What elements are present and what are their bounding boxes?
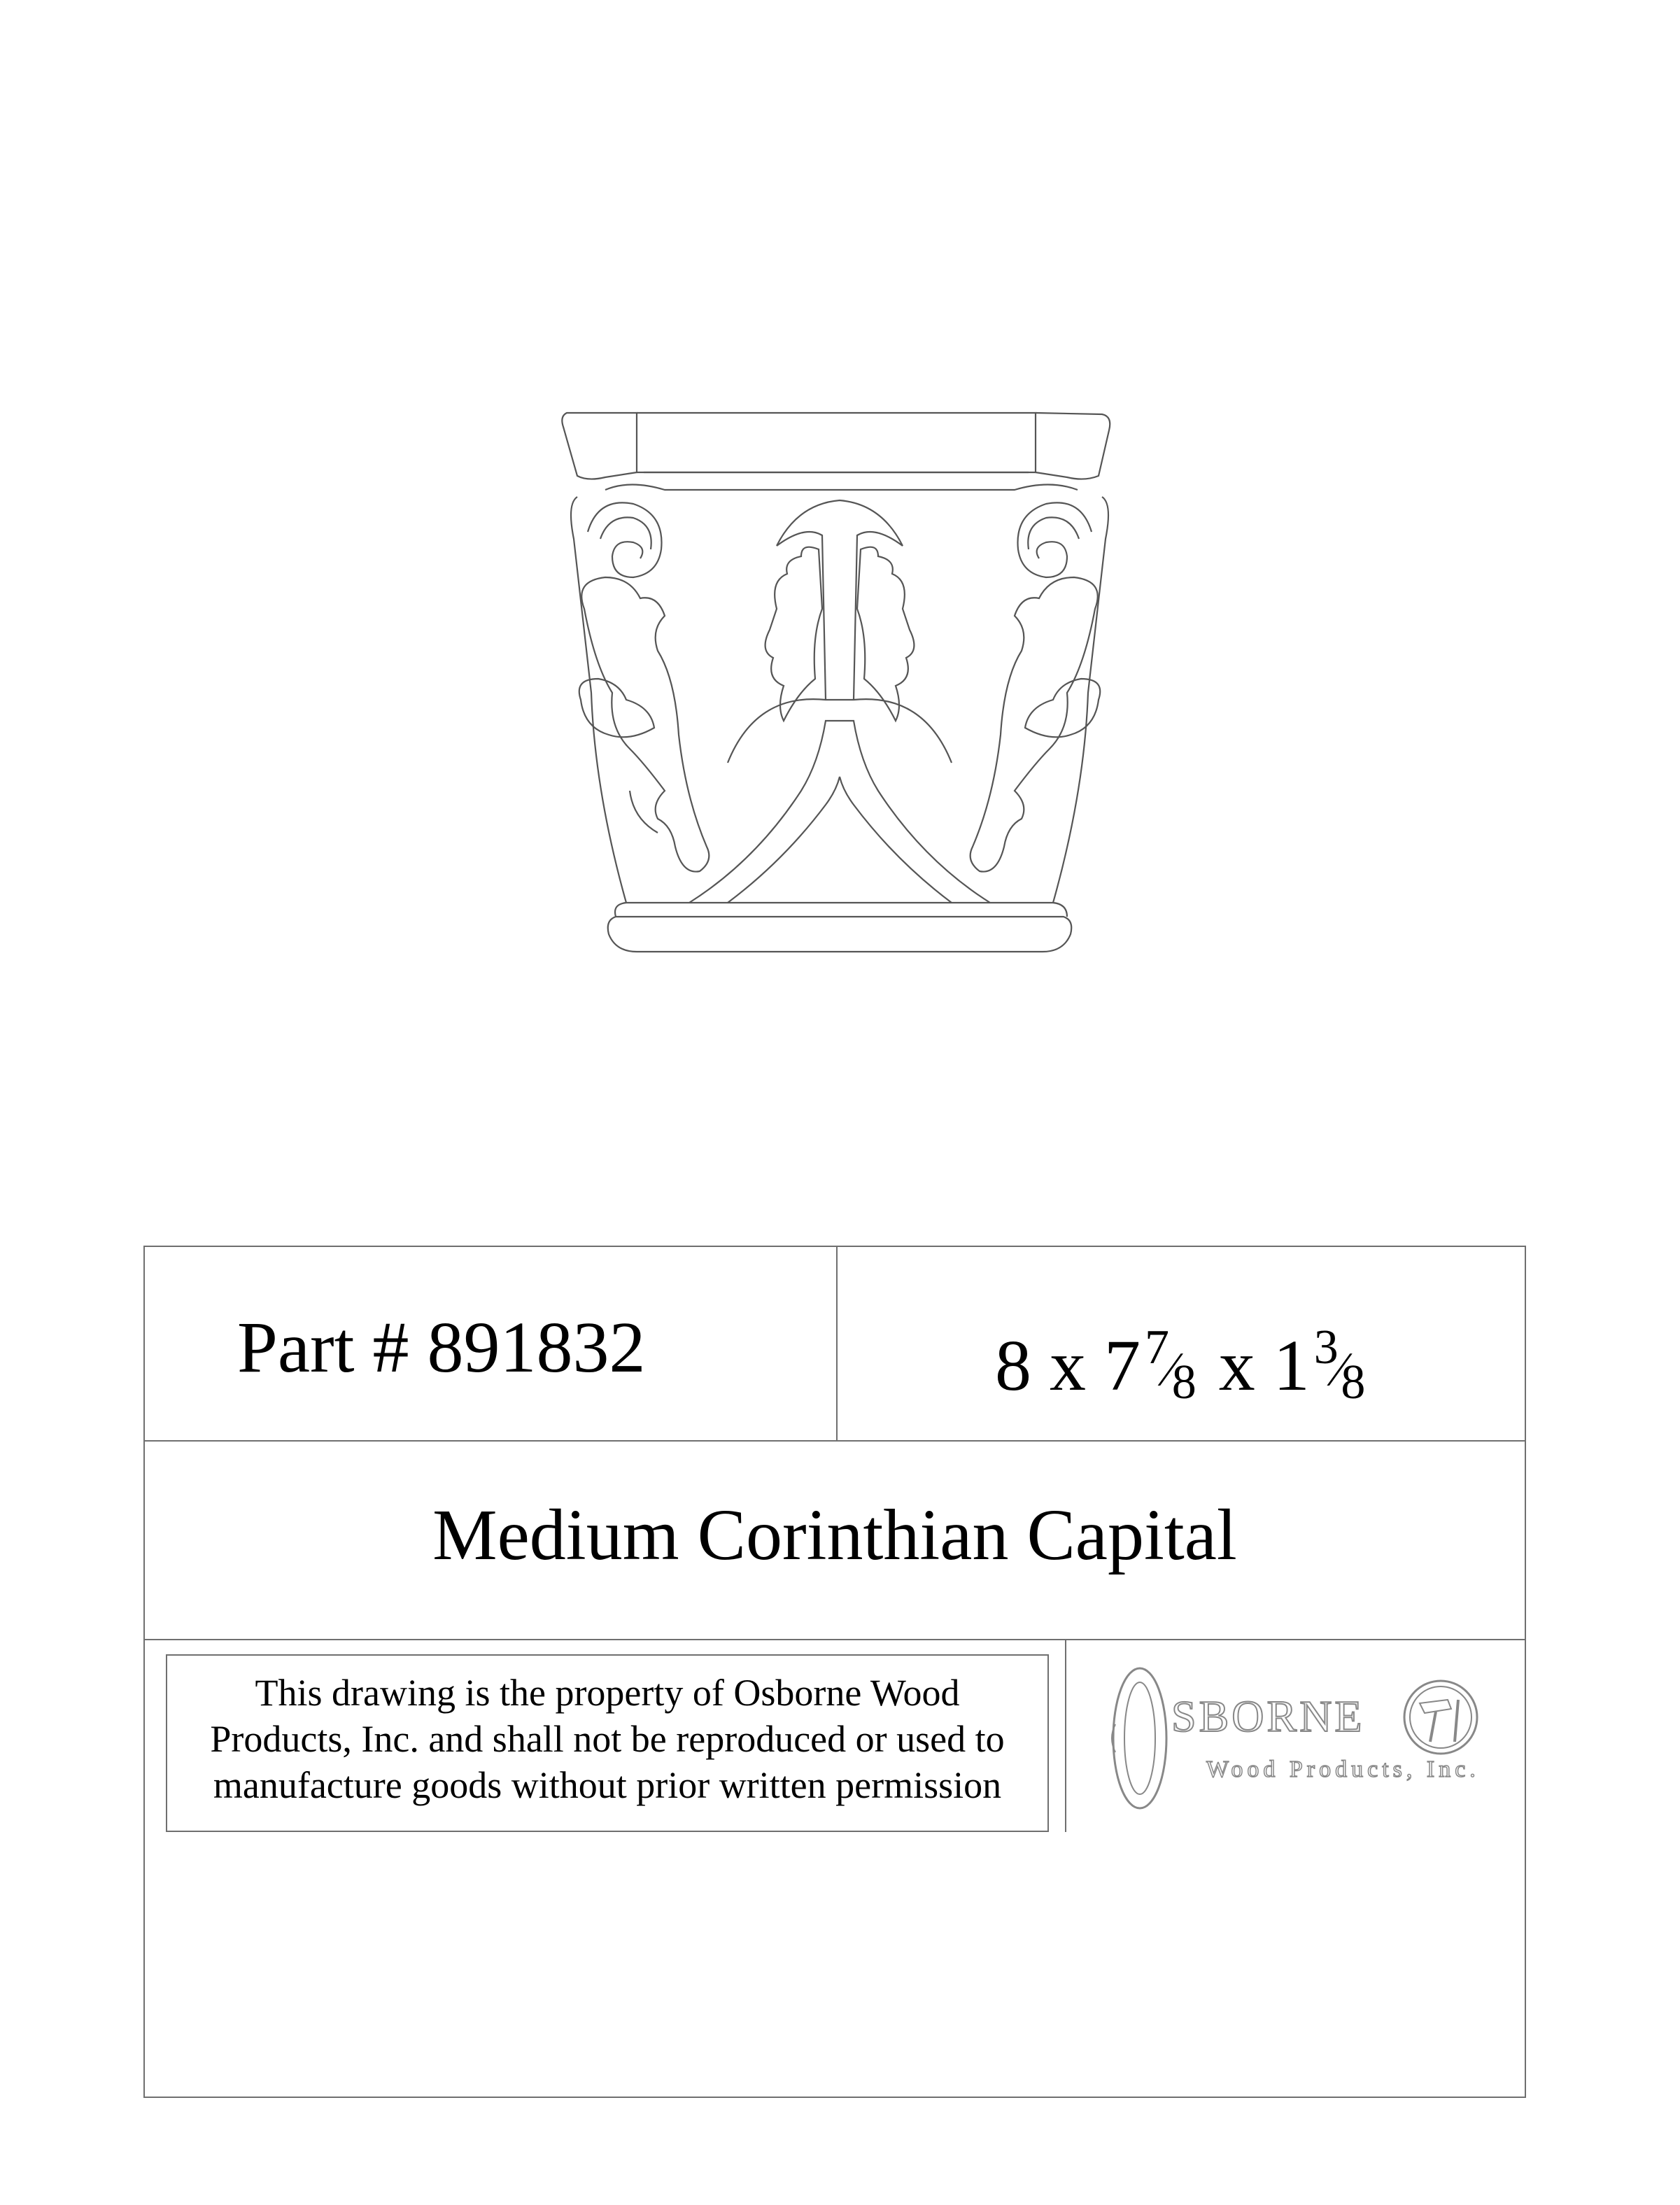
notice-line-3: manufacture goods without prior written permission	[213, 1764, 1002, 1806]
corinthian-capital-drawing	[546, 399, 1134, 973]
fraction-2-numerator: 3	[1313, 1320, 1339, 1374]
dimension-whole-1: 8 x 7	[995, 1325, 1141, 1406]
fraction-1-denominator: 8	[1171, 1355, 1197, 1409]
part-number: Part # 891832	[237, 1307, 646, 1388]
logo-name: SBORNE	[1171, 1691, 1365, 1741]
osborne-logo	[1101, 1654, 1493, 1815]
fraction-2-denominator: 8	[1341, 1355, 1366, 1409]
product-name: Medium Corinthian Capital	[432, 1495, 1237, 1575]
logo-cell	[1065, 1640, 1525, 1832]
capital-drawing	[546, 399, 1134, 973]
footer-row-inner	[145, 1640, 1525, 1832]
fraction-2	[1313, 1320, 1366, 1409]
copyright-notice	[166, 1654, 1049, 1832]
notice-line-1: This drawing is the property of Osborne Wood	[255, 1672, 960, 1714]
dimensions	[995, 1320, 1369, 1409]
fraction-1	[1145, 1320, 1197, 1409]
logo-tagline: Wood Products, Inc.	[1206, 1756, 1480, 1782]
footer-row	[145, 1640, 1525, 2098]
hammer-chisel-icon	[1404, 1681, 1477, 1754]
title-block	[143, 1246, 1526, 2098]
part-cell	[145, 1247, 838, 1440]
dimension-middle: x 1	[1218, 1325, 1310, 1406]
part-row	[145, 1247, 1525, 1442]
fraction-1-slash: ⁄	[1166, 1343, 1175, 1397]
fraction-1-numerator: 7	[1145, 1320, 1169, 1374]
notice-line-2: Products, Inc. and shall not be reproduced or used to	[210, 1718, 1005, 1760]
name-row	[145, 1442, 1525, 1640]
fraction-2-slash: ⁄	[1335, 1343, 1344, 1397]
